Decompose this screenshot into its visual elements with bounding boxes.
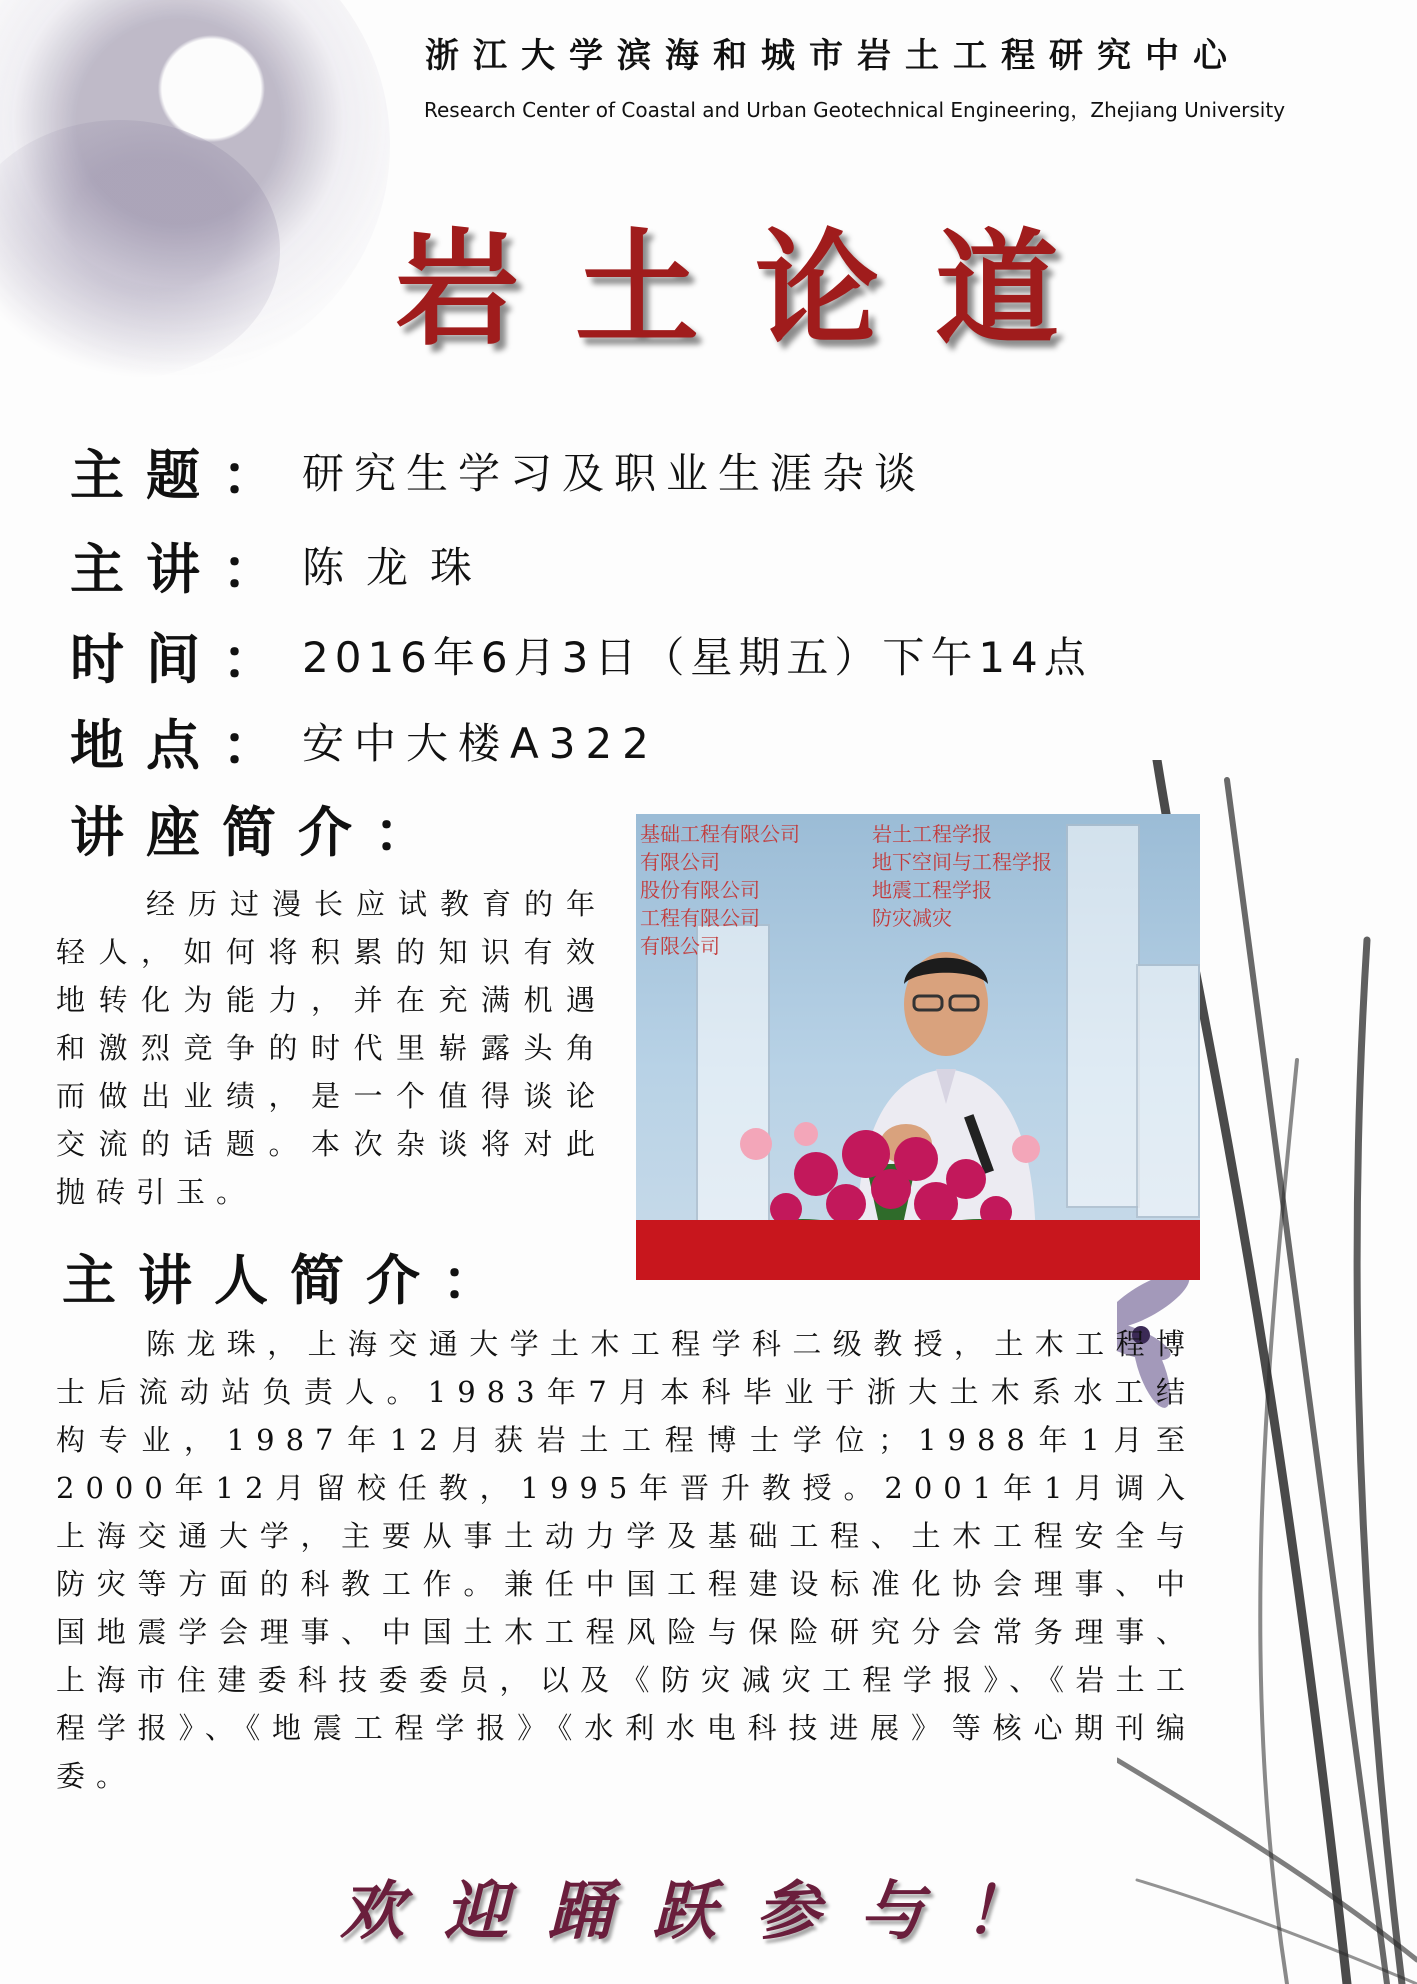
topic-row: [70, 436, 1150, 506]
time-row: [70, 620, 1150, 690]
photo-building-far-right: [1136, 964, 1200, 1218]
photo-red-table: [636, 1220, 1200, 1280]
lecture-intro-text: 经历过漫长应试教育的年轻人，如何将积累的知识有效地转化为能力，并在充满机遇和激烈竞争的时代里崭露头角而做出业绩，是一个值得谈论交流的话题。本次杂谈将对此抛砖引玉。: [56, 887, 606, 1209]
lecture-intro-title: 讲座简介：: [70, 801, 450, 864]
speaker-label: 主讲：: [70, 537, 298, 601]
time-label: 时间：: [70, 627, 298, 691]
speaker-intro-text: 陈龙珠，上海交通大学土木工程学科二级教授，土木工程博士后流动站负责人。1983年7月本科毕业于浙大土木系水工结构专业，1987年12月获岩土工程博士学位；1988年1月至2000年12月留校任教，1995年晋升教授。2001年1月调入上海交通大学，主要从事土动力学及基础工程、土木工程安全与防灾等方面的科教工作。兼任中国工程建设标准化协会理事、中国地震学会理事、中国土木工程风险与保险研究分会常务理事、上海市住建委科技委委员，以及《防灾减灾工程学报》、《岩土工程学报》、《地震工程学报》《水利水电科技进展》等核心期刊编委。: [56, 1327, 1196, 1793]
topic-label: 主题：: [70, 443, 298, 507]
topic-value: 研究生学习及职业生涯杂谈: [302, 449, 927, 498]
photo-sign-right: 岩土工程学报 地下空间与工程学报 地震工程学报 防灾减灾: [872, 822, 1052, 930]
speaker-photo: [636, 814, 1200, 1280]
speaker-intro-title: 主讲人简介：: [62, 1249, 518, 1312]
organization-name-en: Research Center of Coastal and Urban Geotechnical Engineering，Zhejiang University: [424, 98, 1286, 122]
speaker-row: [70, 530, 1150, 600]
photo-sign-left: 基础工程有限公司 有限公司 股份有限公司 工程有限公司 有限公司: [640, 822, 800, 958]
banner-title: 岩土论道: [395, 217, 1116, 362]
organization-name-cn: 浙江大学滨海和城市岩土工程研究中心: [425, 36, 1241, 76]
place-label: 地点：: [70, 713, 298, 777]
welcome-slogan: 欢迎踊跃参与！: [340, 1874, 1068, 1949]
place-value: 安中大楼A322: [302, 719, 659, 768]
time-value: 2016年6月3日（星期五）下午14点: [302, 633, 1092, 682]
speaker-value: 陈龙珠: [302, 543, 495, 592]
place-row: [70, 706, 1150, 776]
